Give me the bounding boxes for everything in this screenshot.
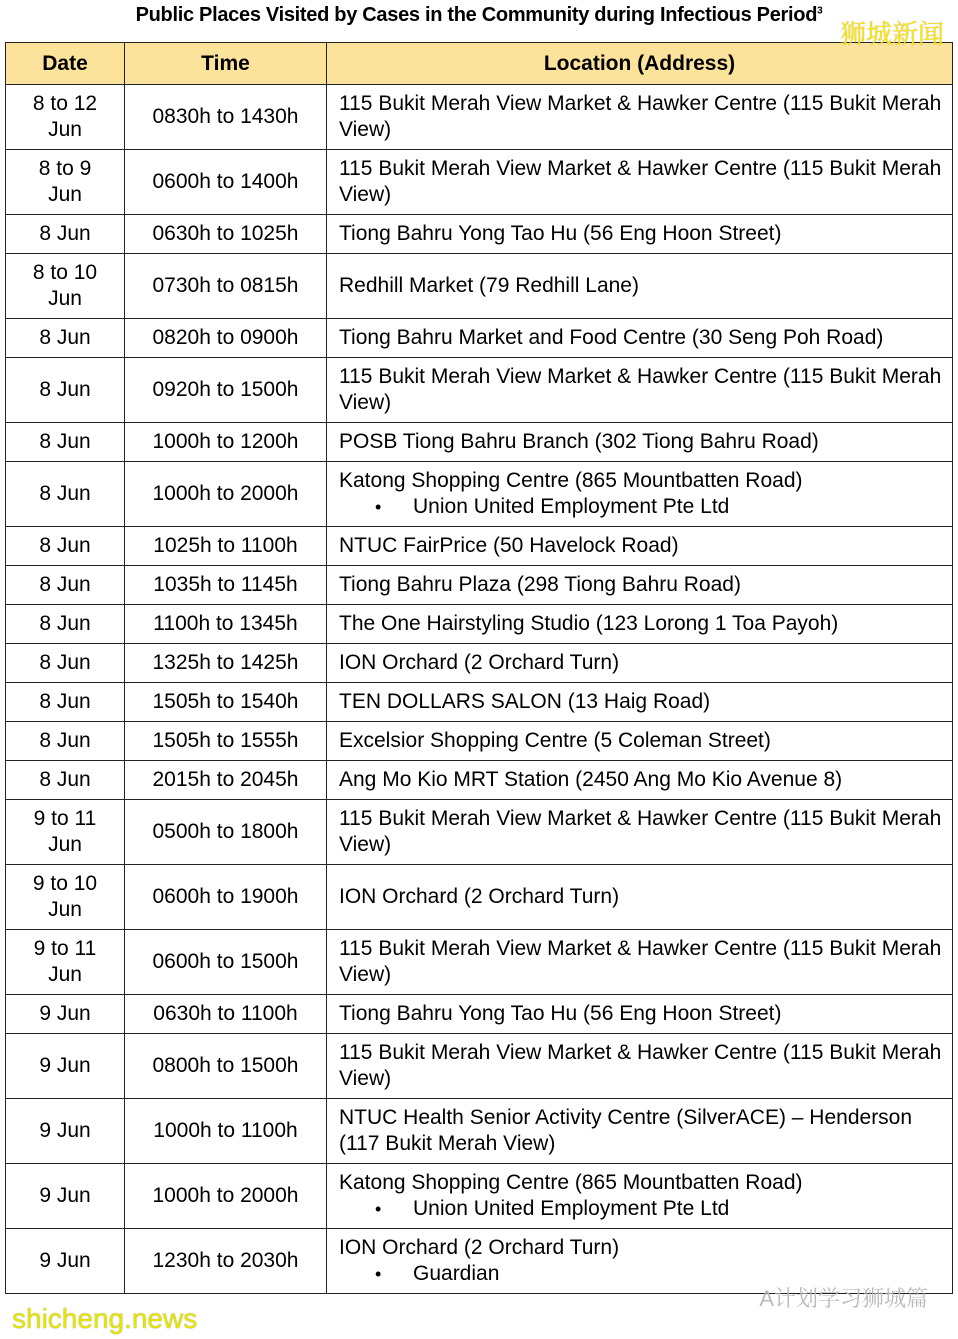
cell-time: 0830h to 1430h [125,85,327,150]
location-text: NTUC FairPrice (50 Havelock Road) [339,534,679,557]
cell-location [327,722,953,761]
table-row [6,930,953,995]
cell-location [327,254,953,319]
cell-date: 9 to 11 Jun [6,800,125,865]
footnote-marker: 3 [817,5,823,17]
cell-location [327,1034,953,1099]
cell-location [327,423,953,462]
location-text: 115 Bukit Merah View Market & Hawker Centre (115 Bukit Merah View) [339,365,942,414]
cell-time: 1035h to 1145h [125,566,327,605]
watermark-wechat: A计划学习狮城篇 [759,1286,928,1311]
cell-time: 1000h to 2000h [125,1164,327,1229]
cell-location [327,527,953,566]
location-text: Redhill Market (79 Redhill Lane) [339,274,639,297]
cell-date: 8 Jun [6,423,125,462]
cell-time: 1505h to 1555h [125,722,327,761]
location-text: 115 Bukit Merah View Market & Hawker Centre (115 Bukit Merah View) [339,1041,942,1090]
cell-time: 0600h to 1900h [125,865,327,930]
table-row [6,215,953,254]
cell-location [327,1099,953,1164]
watermark-site: shicheng.news [12,1303,198,1334]
location-subitem: • Union United Employment Pte Ltd [339,1196,952,1222]
cell-time: 0820h to 0900h [125,319,327,358]
cell-date: 8 to 10 Jun [6,254,125,319]
cell-time: 0630h to 1025h [125,215,327,254]
cell-time: 2015h to 2045h [125,761,327,800]
cell-time: 0920h to 1500h [125,358,327,423]
location-text: Katong Shopping Centre (865 Mountbatten Road) [339,469,803,492]
cell-location [327,605,953,644]
cell-location [327,865,953,930]
cell-location [327,319,953,358]
cell-time: 1000h to 1200h [125,423,327,462]
cell-date: 8 Jun [6,462,125,527]
watermark-top: 狮城新闻 [839,19,944,49]
cell-date: 9 Jun [6,995,125,1034]
table-row [6,995,953,1034]
cell-time: 0600h to 1400h [125,150,327,215]
table-row [6,722,953,761]
cell-location [327,85,953,150]
location-text: 115 Bukit Merah View Market & Hawker Centre (115 Bukit Merah View) [339,937,942,986]
location-text: POSB Tiong Bahru Branch (302 Tiong Bahru Road) [339,430,819,453]
cell-date: 8 Jun [6,761,125,800]
table-row [6,150,953,215]
table-row [6,761,953,800]
table-row [6,1034,953,1099]
cell-date: 9 Jun [6,1099,125,1164]
location-text: 115 Bukit Merah View Market & Hawker Centre (115 Bukit Merah View) [339,157,942,206]
cell-date: 8 Jun [6,644,125,683]
cell-date: 8 Jun [6,215,125,254]
cell-location [327,462,953,527]
table-row [6,1164,953,1229]
cell-date: 8 Jun [6,358,125,423]
cell-location [327,761,953,800]
table-row [6,254,953,319]
cell-date: 8 Jun [6,605,125,644]
cell-location [327,644,953,683]
table-row [6,644,953,683]
cell-date: 9 to 11 Jun [6,930,125,995]
title-text: Public Places Visited by Cases in the Community during Infectious Period [135,4,818,26]
table-row [6,1099,953,1164]
cell-date: 8 to 12 Jun [6,85,125,150]
table-row [6,865,953,930]
location-text: Excelsior Shopping Centre (5 Coleman Street) [339,729,771,752]
cell-location [327,1164,953,1229]
location-subitem: • Union United Employment Pte Ltd [339,494,952,520]
header-date: Date [6,43,125,85]
cell-date: 9 Jun [6,1229,125,1294]
cell-time: 0730h to 0815h [125,254,327,319]
location-text: ION Orchard (2 Orchard Turn) [339,1236,620,1259]
location-text: 115 Bukit Merah View Market & Hawker Centre (115 Bukit Merah View) [339,807,942,856]
location-text: Tiong Bahru Yong Tao Hu (56 Eng Hoon Street) [339,1002,782,1025]
cell-location [327,800,953,865]
cell-location [327,995,953,1034]
table-row [6,358,953,423]
cell-location [327,683,953,722]
table-row [6,462,953,527]
location-text: ION Orchard (2 Orchard Turn) [339,885,620,908]
cell-time: 1230h to 2030h [125,1229,327,1294]
location-text: ION Orchard (2 Orchard Turn) [339,651,620,674]
cell-date: 8 Jun [6,319,125,358]
cell-date: 9 to 10 Jun [6,865,125,930]
location-text: Katong Shopping Centre (865 Mountbatten Road) [339,1171,803,1194]
cell-time: 1100h to 1345h [125,605,327,644]
table-row [6,566,953,605]
cell-date: 8 Jun [6,683,125,722]
cell-location [327,215,953,254]
cell-location [327,358,953,423]
location-text: Tiong Bahru Market and Food Centre (30 Seng Poh Road) [339,326,884,349]
places-table [5,42,953,1294]
cell-time: 0800h to 1500h [125,1034,327,1099]
table-header [6,43,953,85]
cell-time: 1000h to 2000h [125,462,327,527]
table-row [6,605,953,644]
table-row [6,85,953,150]
location-text: Ang Mo Kio MRT Station (2450 Ang Mo Kio Avenue 8) [339,768,843,791]
table-row [6,683,953,722]
cell-time: 1025h to 1100h [125,527,327,566]
cell-date: 9 Jun [6,1034,125,1099]
cell-date: 8 Jun [6,527,125,566]
cell-date: 8 Jun [6,722,125,761]
location-text: Tiong Bahru Plaza (298 Tiong Bahru Road) [339,573,741,596]
table-row [6,319,953,358]
cell-time: 0630h to 1100h [125,995,327,1034]
cell-time: 0500h to 1800h [125,800,327,865]
cell-location [327,150,953,215]
cell-time: 1505h to 1540h [125,683,327,722]
cell-date: 8 Jun [6,566,125,605]
location-text: Tiong Bahru Yong Tao Hu (56 Eng Hoon Street) [339,222,782,245]
cell-date: 9 Jun [6,1164,125,1229]
location-text: 115 Bukit Merah View Market & Hawker Centre (115 Bukit Merah View) [339,92,942,141]
cell-location [327,566,953,605]
cell-location [327,930,953,995]
cell-time: 1325h to 1425h [125,644,327,683]
location-text: TEN DOLLARS SALON (13 Haig Road) [339,690,711,713]
cell-time: 0600h to 1500h [125,930,327,995]
table-row [6,527,953,566]
cell-time: 1000h to 1100h [125,1099,327,1164]
location-text: The One Hairstyling Studio (123 Lorong 1 Toa Payoh) [339,612,839,635]
table-row [6,800,953,865]
header-time: Time [125,43,327,85]
location-text: NTUC Health Senior Activity Centre (SilverACE) – Henderson (117 Bukit Merah View) [339,1106,913,1155]
location-subitem: • Guardian [339,1261,952,1287]
page-title [0,4,958,27]
cell-date: 8 to 9 Jun [6,150,125,215]
table-row [6,423,953,462]
header-location: Location (Address) [327,43,953,85]
